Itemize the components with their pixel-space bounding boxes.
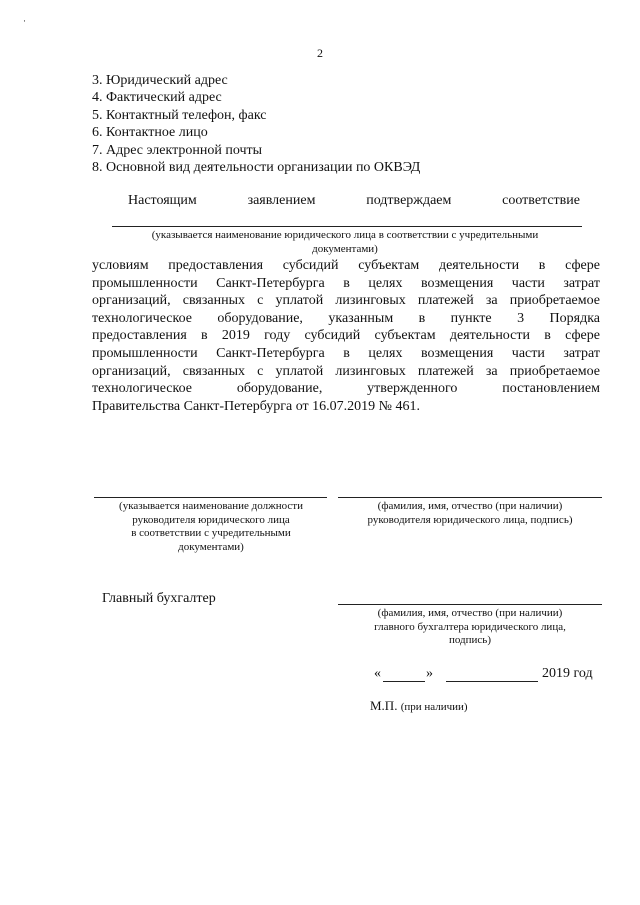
declaration-word: соответствие — [502, 193, 580, 208]
chief-accountant-label: Главный бухгалтер — [102, 591, 216, 606]
date-close-quote: » — [426, 666, 433, 681]
position-hint: (указывается наименование должности руководителя юридического лица в соответствии с учредительными документами) — [119, 500, 303, 553]
stamp-label: М.П. — [370, 698, 398, 713]
list-item: 6. Контактное лицо — [92, 125, 208, 141]
date-month-line — [446, 681, 538, 682]
requisites-list — [92, 72, 420, 176]
date-day-line — [383, 681, 425, 682]
org-name-line — [112, 226, 582, 227]
declaration-body — [92, 257, 600, 415]
body-line: организаций, связанных с уплатой лизинговых платежей за приобретаемое — [92, 293, 600, 309]
body-line: технологическое оборудование, утвержденного постановлением — [92, 381, 600, 397]
date-year: 2019 год — [542, 666, 593, 681]
accountant-signature-line — [338, 604, 602, 605]
body-line: условиям предоставления субсидий субъектам деятельности в сфере — [92, 258, 600, 273]
page-number: 2 — [317, 46, 323, 60]
head-signature-line — [338, 497, 602, 498]
body-line: технологическое оборудование, указанным в пункте 3 Порядка — [92, 310, 600, 326]
declaration-intro — [128, 193, 580, 209]
list-item: 3. Юридический адрес — [92, 73, 228, 88]
stamp-place — [370, 698, 468, 714]
list-item: 8. Основной вид деятельности организации по ОКВЭД — [92, 160, 421, 176]
stamp-note: (при наличии) — [400, 701, 468, 713]
declaration-word: Настоящим — [128, 193, 197, 208]
body-line: организаций, связанных с уплатой лизинговых платежей за приобретаемое — [92, 363, 600, 379]
scan-dot: · — [23, 16, 26, 26]
accountant-signature-hint: (фамилия, имя, отчество (при наличии) главного бухгалтера юридического лица, подпись) — [374, 607, 566, 646]
position-line — [94, 497, 327, 498]
body-line: предоставления в 2019 году субсидий субъектам деятельности в сфере — [92, 328, 600, 344]
head-signature-hint: (фамилия, имя, отчество (при наличии) руководителя юридического лица, подпись) — [367, 500, 573, 526]
declaration-word: заявлением — [247, 193, 316, 208]
body-line: промышленности Санкт-Петербурга в целях возмещения части затрат — [92, 345, 600, 361]
body-line: Правительства Санкт-Петербурга от 16.07.2019 № 461. — [92, 398, 421, 414]
declaration-word: подтверждаем — [366, 193, 452, 208]
list-item: 7. Адрес электронной почты — [92, 142, 263, 158]
org-name-hint: (указывается наименование юридического лица в соответствии с учредительными документами) — [151, 229, 539, 255]
list-item: 4. Фактический адрес — [92, 90, 222, 106]
date-open-quote: « — [374, 666, 381, 681]
body-line: промышленности Санкт-Петербурга в целях возмещения части затрат — [92, 275, 600, 291]
list-item: 5. Контактный телефон, факс — [92, 107, 267, 123]
